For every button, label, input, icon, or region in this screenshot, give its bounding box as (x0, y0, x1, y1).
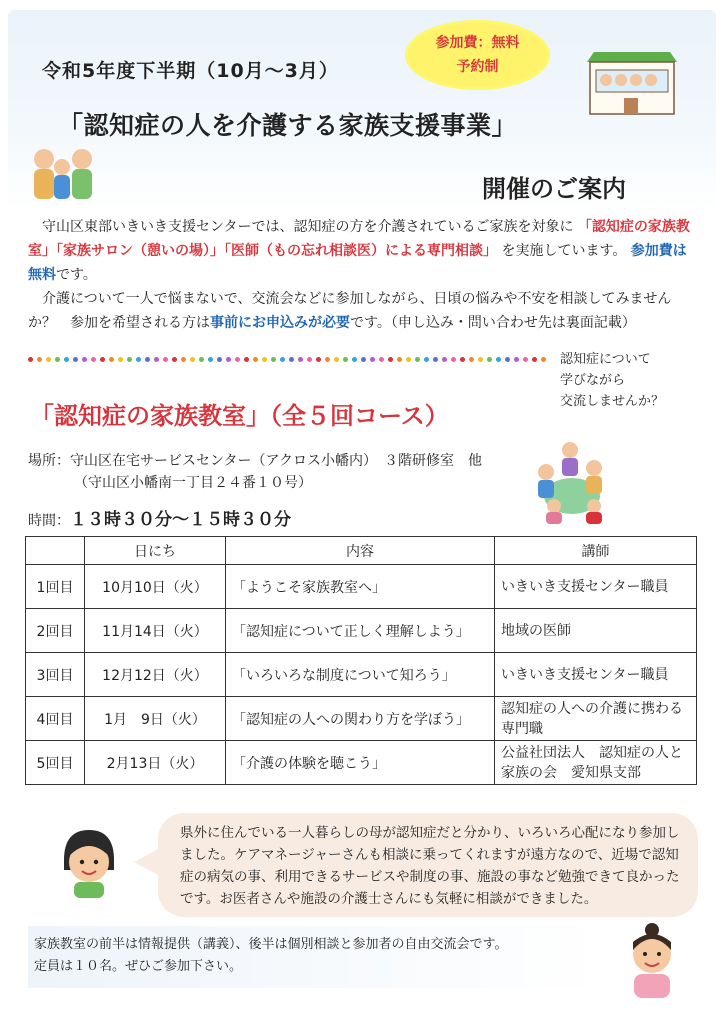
divider-dot (73, 357, 78, 362)
divider-dot (127, 357, 132, 362)
intro-programs-highlight: 「認知症の家族教室」「家族サロン（憩いの場）」「医師（もの忘れ相談医）による専門相談」 (28, 219, 690, 259)
side-note-line-2: 学びながら (560, 373, 626, 388)
divider-dot (253, 357, 258, 362)
table-row (26, 565, 697, 609)
divider-dot (325, 357, 330, 362)
table-row (26, 653, 697, 697)
session-content: 「認知症について正しく理解しよう」 (226, 609, 495, 653)
divider-dot (343, 357, 348, 362)
divider-dot (352, 357, 357, 362)
divider-dot (496, 357, 501, 362)
divider-dot (289, 357, 294, 362)
divider-dot (388, 357, 393, 362)
divider-dot (271, 357, 276, 362)
divider-dot (82, 357, 87, 362)
table-row (26, 697, 697, 741)
divider-dot (208, 357, 213, 362)
woman-speaker-illustration (58, 826, 120, 898)
divider-dot (91, 357, 96, 362)
divider-dot (118, 357, 123, 362)
session-number: 5回目 (26, 741, 85, 785)
divider-dot (361, 357, 366, 362)
side-note-line-3: 交流しませんか？ (560, 394, 665, 409)
table-header-cell: 日にち (85, 537, 226, 565)
session-number: 3回目 (26, 653, 85, 697)
divider-dot (298, 357, 303, 362)
divider-dot (262, 357, 267, 362)
divider-dot (469, 357, 474, 362)
divider-dot (100, 357, 105, 362)
main-title: 「認知症の人を介護する家族支援事業」 (58, 111, 518, 140)
divider-dot (163, 357, 168, 362)
intro-text-c: です。 (56, 267, 97, 283)
divider-dot (424, 357, 429, 362)
side-note-line-1: 認知症について (560, 352, 651, 367)
table-row (26, 609, 697, 653)
divider-dot (415, 357, 420, 362)
divider-dot (397, 357, 402, 362)
intro-paragraph-1 (28, 215, 696, 287)
session-content: 「介護の体験を聴こう」 (226, 741, 495, 785)
session-date: 10月10日（火） (85, 565, 226, 609)
testimonial-text: 県外に住んでいる一人暮らしの母が認知症だと分かり、いろいろ心配になり参加しました。ケアマネージャーさんも相談に乗ってくれますが遠方なので、近場で認知症の病気の事、利用できるサービスや制度の事、施設の事など勉強できて良かったです。お医者さんや施設の介護士さんにも気軽に相談ができました。 (180, 825, 680, 907)
divider-dot (514, 357, 519, 362)
session-date: 11月14日（火） (85, 609, 226, 653)
divider-dot (199, 357, 204, 362)
divider-dot (244, 357, 249, 362)
family-house-illustration (582, 50, 682, 120)
venue-info (28, 450, 482, 494)
divider-dot (541, 357, 546, 362)
divider-dot (136, 357, 141, 362)
divider-dot (181, 357, 186, 362)
time-value: １３時３０分～１５時３０分 (70, 510, 291, 530)
session-date: 2月13日（火） (85, 741, 226, 785)
divider-dot (226, 357, 231, 362)
divider-dot (487, 357, 492, 362)
table-header-cell: 内容 (226, 537, 495, 565)
divider-dot (460, 357, 465, 362)
schedule-table (25, 536, 697, 785)
session-content: 「いろいろな制度について知ろう」 (226, 653, 495, 697)
fee-free-label: 参加費：無料 (435, 35, 520, 51)
session-number: 2回目 (26, 609, 85, 653)
intro-text-d: 介護について一人で悩まないで、交流会などに参加しながら、日頃の悩みや不安を相談してみませんか？ 参加を希望される方は (28, 291, 672, 331)
session-lecturer: 認知症の人への介護に携わる専門職 (495, 697, 697, 741)
side-note (560, 349, 664, 412)
reservation-label: 予約制 (456, 59, 499, 75)
session-content: 「ようこそ家族教室へ」 (226, 565, 495, 609)
table-header-row (26, 537, 697, 565)
divider-dot (379, 357, 384, 362)
divider-dot (334, 357, 339, 362)
divider-dot (235, 357, 240, 362)
footer-line-1: 家族教室の前半は情報提供（講義）、後半は個別相談と参加者の自由交流会です。 (34, 937, 508, 952)
divider-dot (532, 357, 537, 362)
divider-dot (154, 357, 159, 362)
divider-dot (451, 357, 456, 362)
woman-staff-illustration (620, 922, 684, 998)
intro-text-e: です。（申し込み・問い合わせ先は裏面記載） (350, 315, 636, 331)
divider-dot (433, 357, 438, 362)
intro-free-highlight: 参加費は無料 (28, 243, 687, 283)
session-date: 1月 9日（火） (85, 697, 226, 741)
divider-dot (172, 357, 177, 362)
divider-dot (145, 357, 150, 362)
session-number: 4回目 (26, 697, 85, 741)
table-header-cell: 講師 (495, 537, 697, 565)
session-lecturer: 地域の医師 (495, 609, 697, 653)
elderly-family-illustration (28, 145, 98, 203)
intro-reservation-highlight: 事前にお申込みが必要 (210, 315, 350, 331)
divider-dot (523, 357, 528, 362)
session-lecturer: いきいき支援センター職員 (495, 565, 697, 609)
table-row (26, 741, 697, 785)
divider-dot (109, 357, 114, 362)
footer-line-2: 定員は１０名。ぜひご参加下さい。 (34, 959, 243, 974)
session-lecturer: 公益社団法人 認知症の人と家族の会 愛知県支部 (495, 741, 697, 785)
session-content: 「認知症の人への関わり方を学ぼう」 (226, 697, 495, 741)
subtitle: 開催のご案内 (482, 175, 626, 203)
session-number: 1回目 (26, 565, 85, 609)
time-label: 時間： (28, 513, 70, 529)
divider-dot (28, 357, 33, 362)
course-title: 「認知症の家族教室」（全５回コース） (30, 402, 449, 430)
divider-dot (217, 357, 222, 362)
intro-text-a: 守山区東部いきいき支援センターでは、認知症の方を介護されているご家族を対象に (42, 219, 574, 235)
divider-dot (190, 357, 195, 362)
divider-dot (316, 357, 321, 362)
fee-badge (405, 20, 550, 90)
intro-paragraph-2 (28, 287, 696, 335)
divider-dot (280, 357, 285, 362)
session-date: 12月12日（火） (85, 653, 226, 697)
divider-dot (64, 357, 69, 362)
intro-text-b: を実施しています。 (501, 243, 627, 259)
speech-bubble-tail (134, 848, 160, 876)
period-label: 令和5年度下半期（10月～3月） (42, 60, 339, 82)
divider-dot (307, 357, 312, 362)
table-header-cell (26, 537, 85, 565)
footer-note (34, 934, 507, 978)
session-lecturer: いきいき支援センター職員 (495, 653, 697, 697)
divider-dot (370, 357, 375, 362)
time-info (28, 505, 291, 530)
intro-text (28, 215, 696, 335)
divider-dot (55, 357, 60, 362)
divider-dot (46, 357, 51, 362)
group-discussion-illustration (532, 440, 612, 524)
divider-dot (406, 357, 411, 362)
venue-address: （守山区小幡南一丁目２４番１０号） (74, 475, 312, 491)
divider-dot (442, 357, 447, 362)
venue-line-1: 場所：守山区在宅サービスセンター（アクロス小幡内） ３階研修室 他 (28, 453, 483, 469)
divider-dot (478, 357, 483, 362)
divider-dot (37, 357, 42, 362)
divider-dot (505, 357, 510, 362)
